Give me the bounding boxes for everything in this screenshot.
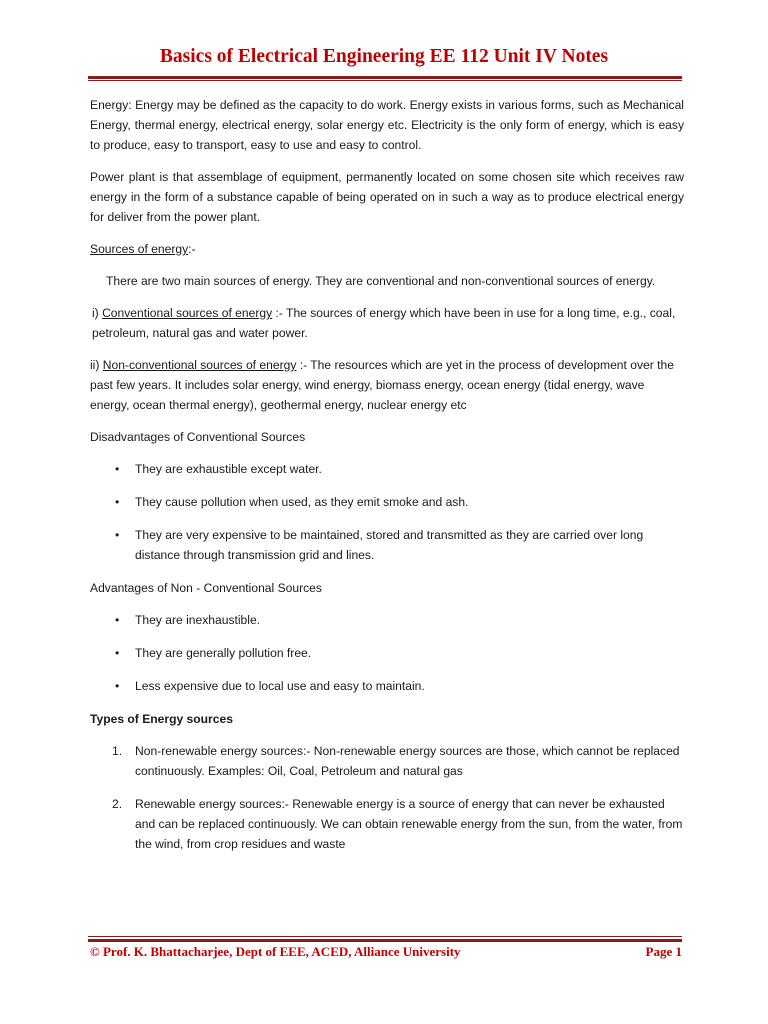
bullet-icon: • xyxy=(115,495,120,509)
list-item-text: They are inexhaustible. xyxy=(135,613,261,627)
types-list xyxy=(90,741,684,854)
non-conventional-prefix: ii) xyxy=(90,358,103,372)
sources-heading xyxy=(90,239,684,259)
list-number: 2. xyxy=(112,797,123,811)
list-item xyxy=(90,459,684,479)
list-item xyxy=(90,676,684,696)
types-heading: Types of Energy sources xyxy=(90,712,233,726)
bullet-icon: • xyxy=(115,613,120,627)
list-item xyxy=(90,610,684,630)
page-number: Page 1 xyxy=(645,944,682,959)
disadvantages-heading: Disadvantages of Conventional Sources xyxy=(90,430,306,444)
non-conventional-text: :- The resources which are yet in the process of development over the past few years. It includes solar energy, wind energy, biomass energy, ocean energy (tidal energy, wave energy, ocean thermal energy), geothermal energy, nuclear energy etc xyxy=(90,358,674,412)
page-content xyxy=(90,95,684,867)
list-item xyxy=(90,794,684,854)
conventional-term: Conventional sources of energy xyxy=(102,306,273,320)
list-item xyxy=(90,741,684,781)
sources-heading-suffix: :- xyxy=(188,242,196,256)
list-item xyxy=(90,643,684,663)
bullet-icon: • xyxy=(115,646,120,660)
conventional-sources-paragraph xyxy=(90,303,684,343)
advantages-list xyxy=(90,610,684,696)
footer-divider-thin xyxy=(88,936,682,937)
footer-divider xyxy=(88,939,682,942)
list-item-text: Renewable energy sources:- Renewable energy is a source of energy that can never be exhausted and can be replaced continuously. We can obtain renewable energy from the sun, from the water, from the wind, from crop residues and waste xyxy=(135,797,683,851)
list-item-text: They cause pollution when used, as they emit smoke and ash. xyxy=(135,495,469,509)
list-item-text: They are very expensive to be maintained, stored and transmitted as they are carried over long distance through transmission grid and lines. xyxy=(135,528,644,562)
conventional-text: :- The sources of energy which have been in use for a long time, e.g., coal, petroleum, natural gas and water power. xyxy=(92,306,676,340)
bullet-icon: • xyxy=(115,679,120,693)
list-item xyxy=(90,525,684,565)
header-divider xyxy=(88,76,682,79)
sources-intro: There are two main sources of energy. They are conventional and non-conventional sources of energy. xyxy=(106,274,656,288)
paragraph-power-plant: Power plant is that assemblage of equipment, permanently located on some chosen site which receives raw energy in the form of a substance capable of being operated on in such a way as to produce electrical energy for deliver from the power plant. xyxy=(90,170,684,224)
bullet-icon: • xyxy=(115,462,120,476)
list-item-text: They are generally pollution free. xyxy=(135,646,312,660)
non-conventional-term: Non-conventional sources of energy xyxy=(102,358,297,372)
sources-heading-text: Sources of energy xyxy=(90,242,189,256)
paragraph-energy: Energy: Energy may be defined as the capacity to do work. Energy exists in various forms, such as Mechanical Energy, thermal energy, electrical energy, solar energy etc. Electricity is the only form of energy, which is easy to produce, easy to transport, easy to use and easy to control. xyxy=(90,98,684,152)
footer-copyright: © Prof. K. Bhattacharjee, Dept of EEE, ACED, Alliance University xyxy=(90,944,461,959)
list-item-text: Non-renewable energy sources:- Non-renewable energy sources are those, which cannot be replaced continuously. Examples: Oil, Coal, Petroleum and natural gas xyxy=(135,744,680,778)
list-item-text: They are exhaustible except water. xyxy=(135,462,322,476)
list-number: 1. xyxy=(112,744,123,758)
disadvantages-list xyxy=(90,459,684,565)
non-conventional-sources-paragraph xyxy=(90,355,684,415)
advantages-heading: Advantages of Non - Conventional Sources xyxy=(90,581,322,595)
bullet-icon: • xyxy=(115,528,120,542)
conventional-prefix: i) xyxy=(92,306,103,320)
list-item-text: Less expensive due to local use and easy to maintain. xyxy=(135,679,425,693)
page-title: Basics of Electrical Engineering EE 112 Unit IV Notes xyxy=(159,46,609,67)
header-divider-thin xyxy=(88,80,682,81)
list-item xyxy=(90,492,684,512)
